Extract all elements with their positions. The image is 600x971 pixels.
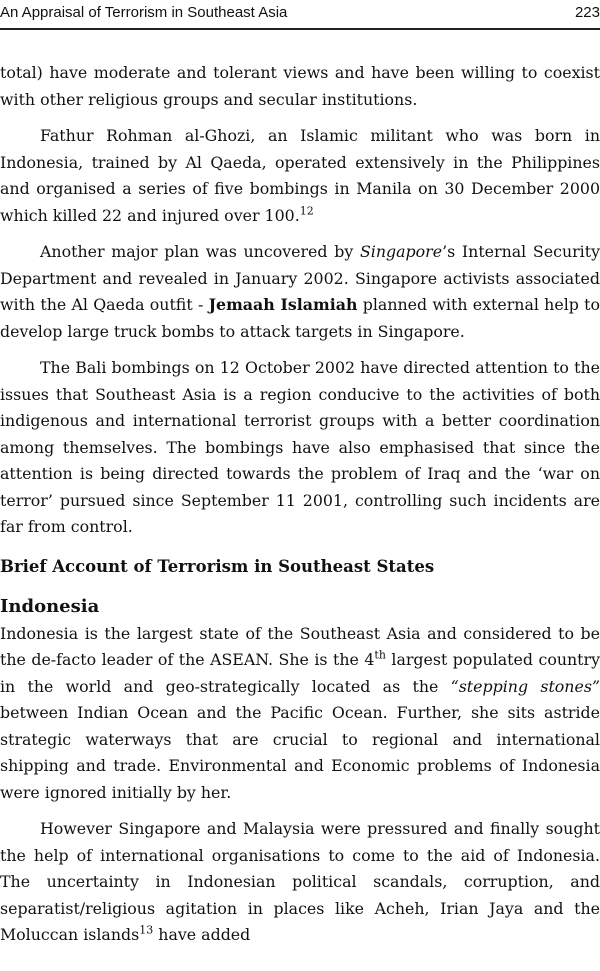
section-heading: Brief Account of Terrorism in Southeast States	[0, 556, 435, 576]
paragraph-text: Another major plan was uncovered by	[40, 242, 360, 261]
footnote-ref-13: 13	[139, 923, 154, 937]
paragraph-text: ’s Internal Security Department and revealed in January 2002. Singapore activists associated with the Al Qaeda outfit -	[0, 242, 600, 314]
paragraph-singapore-plan	[0, 239, 600, 345]
paragraph-bali-bombings: The Bali bombings on 12 October 2002 have directed attention to the issues that Southeast Asia is a region conducive to the activities of both indigenous and international terrorist groups with a better coordination among themselves. The bombings have also emphasised that since the attention is being directed towards the problem of Iraq and the ‘war on terror’ pursued since September 11 2001, controlling such incidents are far from control.	[0, 358, 600, 536]
paragraph-text: planned with external help to develop large truck bombs to attack targets in Singapore.	[0, 295, 600, 341]
paragraph-indonesia-aid	[0, 816, 600, 949]
superscript-th: th	[374, 648, 386, 662]
paragraph-text: Indonesia is the largest state of the Southeast Asia and considered to be the de-facto leader of the ASEAN. She is the 4	[0, 623, 600, 669]
paragraph-text: have added	[153, 925, 251, 944]
page-number: 223	[574, 4, 600, 21]
running-header	[0, 0, 600, 30]
paragraph-text: between Indian Ocean and the Pacific Ocean. Further, she sits astride strategic waterways that are crucial to regional and international shipping and trade. Environmental and Economic problems of Indonesia were ignored initially by her.	[0, 703, 600, 802]
subsection-heading: Indonesia	[0, 596, 100, 617]
paragraph-indonesia-intro	[0, 621, 600, 807]
footnote-ref-12: 12	[299, 204, 314, 218]
paragraph-text: Fathur Rohman al-Ghozi, an Islamic militant who was born in Indonesia, trained by Al Qaeda, operated extensively in the Philippines and organised a series of five bombings in Manila on 30 December 2000 which killed 22 and injured over 100.	[0, 126, 600, 225]
italic-stepping-stones: “stepping stones”	[450, 676, 600, 696]
paragraph-text: largest populated country in the world and geo-strategically located as the	[0, 650, 600, 696]
paragraph-al-ghozi	[0, 123, 600, 229]
italic-singapore: Singapore	[359, 242, 443, 261]
page-body	[0, 60, 600, 949]
paragraph-text: However Singapore and Malaysia were pressured and finally sought the help of international organisations to come to the aid of Indonesia. The uncertainty in Indonesian political scandals, corruption, and separatist/religious agitation in places like Acheh, Irian Jaya and the Moluccan islands	[0, 819, 600, 944]
running-head-title: An Appraisal of Terrorism in Southeast Asia	[0, 4, 288, 21]
paragraph-continued: total) have moderate and tolerant views and have been willing to coexist with other religious groups and secular institutions.	[0, 63, 600, 109]
bold-jemaah-islamiah: Jemaah Islamiah	[208, 295, 358, 314]
